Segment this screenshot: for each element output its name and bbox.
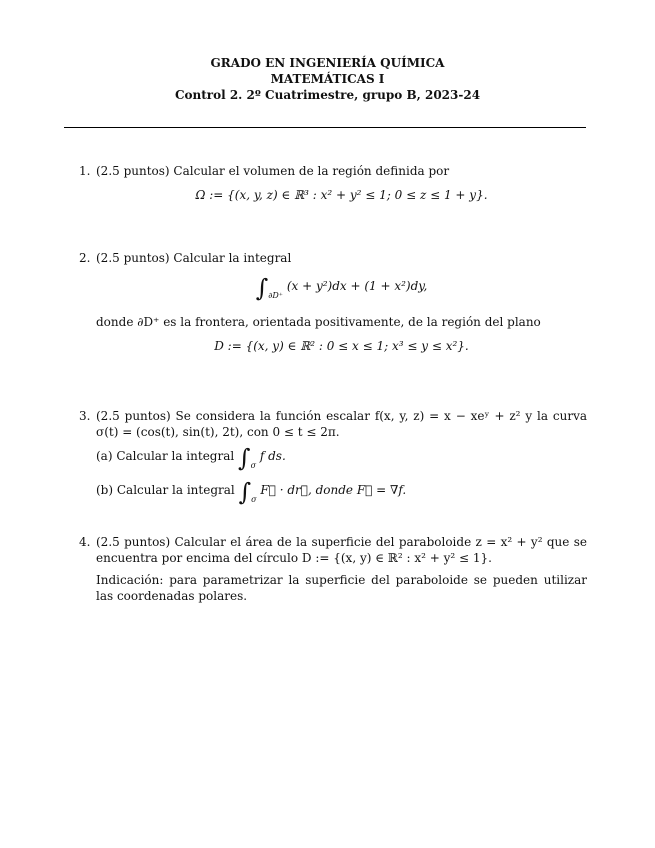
integral-subscript: σ (250, 461, 257, 470)
subquestion-b-label: (b) Calcular la integral (96, 483, 235, 497)
problem-statement: (2.5 puntos) Se considera la función escalar f(x, y, z) = x − xeʸ + z² y la curva σ(t) = (cos(t), sin(t), 2t), con 0 ≤ t ≤ 2π. (96, 409, 587, 439)
problem-number: 4. (79, 535, 91, 549)
integral-subscript: ∂D⁺ (268, 291, 283, 300)
problem-3 (79, 408, 587, 508)
problem-number: 1. (79, 164, 91, 178)
subquestion-a (96, 444, 587, 474)
region-formula: D := {(x, y) ∈ ℝ² : 0 ≤ x ≤ 1; x³ ≤ y ≤ x²}. (214, 339, 469, 353)
subquestion-a-label: (a) Calcular la integral (96, 449, 235, 463)
integral-sign: ∫ (238, 444, 251, 472)
problem-1 (79, 163, 587, 211)
display-formula: Ω := {(x, y, z) ∈ ℝ³ : x² + y² ≤ 1; 0 ≤ z ≤ 1 + y}. (195, 188, 488, 202)
problem-statement: (2.5 puntos) Calcular el área de la superficie del paraboloide z = x² + y² que se encuentra por encima del círculo D := {(x, y) ∈ ℝ² : x² + y² ≤ 1}. (96, 535, 587, 565)
exam-header (0, 55, 655, 103)
problem-number: 3. (79, 409, 91, 423)
problem-statement-2: donde ∂D⁺ es la frontera, orientada positivamente, de la región del plano (96, 315, 541, 329)
degree-title: GRADO EN INGENIERÍA QUÍMICA (210, 56, 445, 70)
exam-subtitle: Control 2. 2º Cuatrimestre, grupo B, 2023-24 (174, 88, 481, 102)
line-integral-formula (96, 274, 587, 304)
problem-statement: (2.5 puntos) Calcular el volumen de la región definida por (96, 164, 450, 178)
header-divider (64, 127, 586, 128)
hint-text: Indicación: para parametrizar la superficie del paraboloide se pueden utilizar las coordenadas polares. (96, 573, 587, 603)
integrand: (x + y²)dx + (1 + x²)dy, (286, 279, 428, 293)
integral-sign: ∫ (238, 478, 252, 506)
integral-sign: ∫ (255, 274, 269, 302)
integrand: F⃗ · dr⃗, donde F⃗ = ∇f. (260, 483, 407, 497)
problem-number: 2. (79, 251, 91, 265)
integral-subscript: σ (251, 495, 257, 504)
problem-4 (79, 534, 587, 604)
problem-statement: (2.5 puntos) Calcular la integral (96, 251, 292, 265)
problem-2 (79, 250, 587, 362)
subquestion-b (96, 478, 587, 508)
course-title: MATEMÁTICAS I (270, 72, 385, 86)
integrand: f ds. (259, 449, 286, 463)
